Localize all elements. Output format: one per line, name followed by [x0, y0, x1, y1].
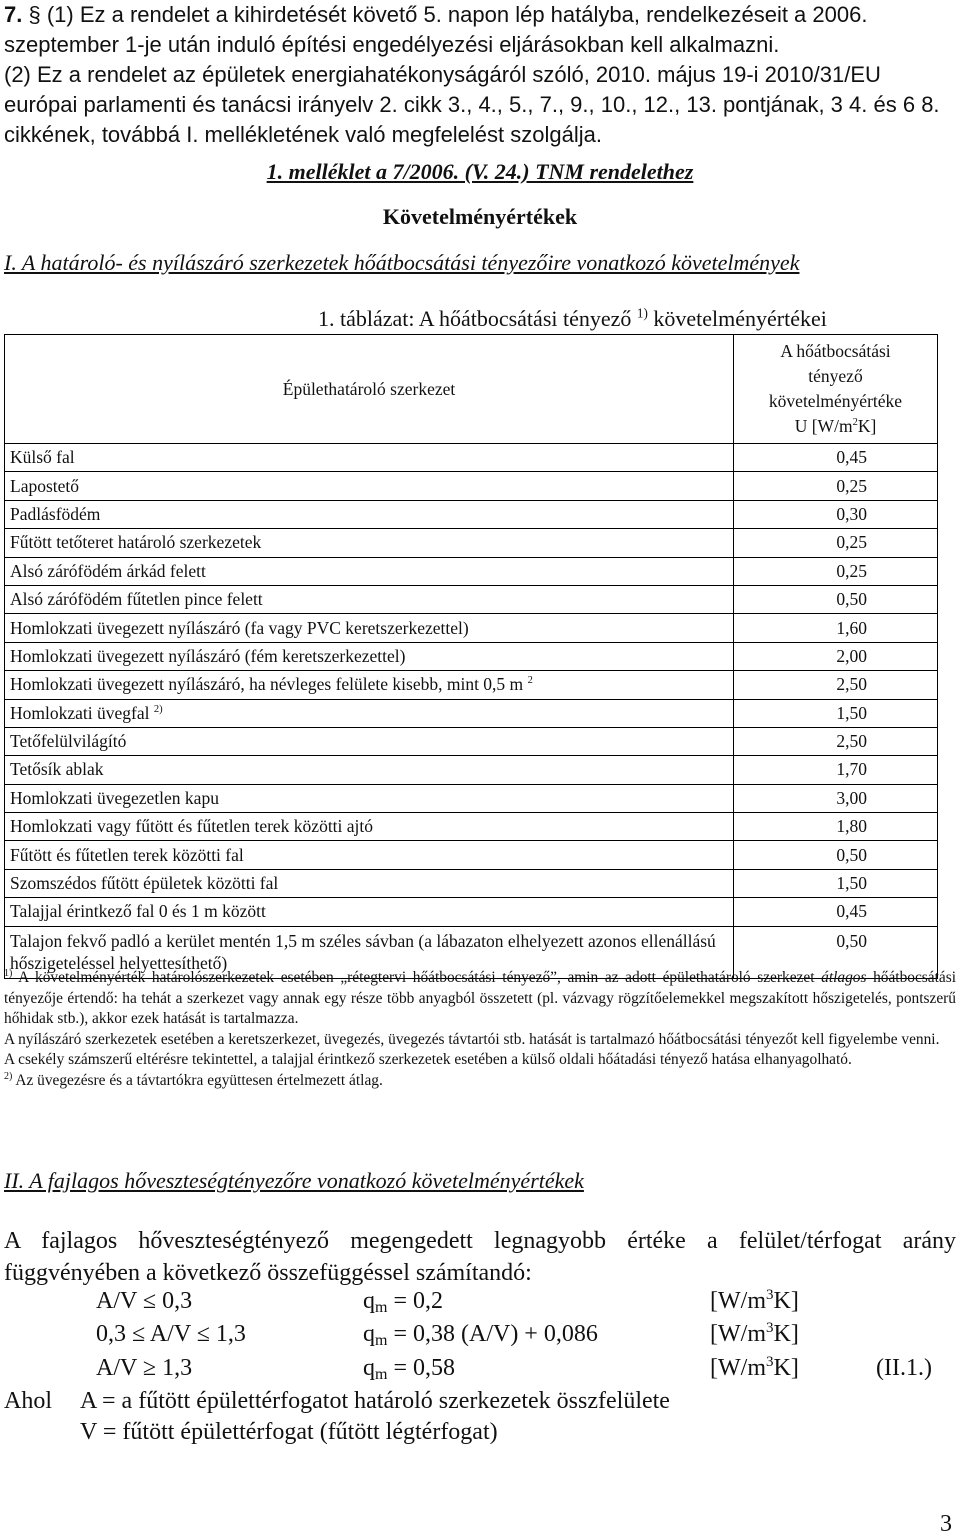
table-row: [5, 841, 938, 869]
table-row: [5, 784, 938, 812]
structure-label: Homlokzati üvegezett nyílászáró (fém keretszerkezettel): [10, 645, 406, 666]
formula-unit-sup: 3: [765, 1354, 774, 1370]
section-7-para-1: [4, 0, 956, 60]
table-row: [5, 699, 938, 727]
table-row: [5, 869, 938, 897]
table-row: [5, 472, 938, 500]
table-cell-value: 0,25: [734, 529, 938, 557]
structure-label-sup: 2: [527, 675, 533, 687]
table-cell-structure: [5, 642, 734, 670]
table-row: [5, 898, 938, 926]
formula-expression: [363, 1288, 443, 1317]
table-cell-value: 2,50: [734, 671, 938, 699]
table-row: [5, 585, 938, 613]
footnote-1-italic: átlagos: [821, 969, 867, 986]
formula-rhs: = 0,58: [387, 1355, 455, 1381]
table-row: [5, 614, 938, 642]
table-cell-structure: [5, 557, 734, 585]
section-title: Követelményértékek: [382, 204, 578, 229]
table-body: [5, 444, 938, 979]
structure-label: Tetősík ablak: [10, 759, 104, 780]
table-cell-value: 1,80: [734, 813, 938, 841]
table-cell-structure: [5, 898, 734, 926]
section-7-para-1-text: § (1) Ez a rendelet a kihirdetését követő 5. napon lép hatályba, rendelkezéseit a 2006. szeptember 1-je után induló építési engedélyezési eljárásokban kell alkalmazni.: [4, 2, 868, 57]
footnote-1: [4, 968, 956, 1030]
footnote-1-mark: 1): [4, 967, 13, 979]
table-row: [5, 642, 938, 670]
table-cell-structure: [5, 841, 734, 869]
table-caption-prefix: 1. táblázat: A hőátbocsátási tényező: [318, 306, 632, 331]
table-cell-structure: [5, 529, 734, 557]
footnote-1-text-a: A követelményérték határolószerkezetek esetében „rétegtervi hőátbocsátási tényező”, amin az adott épülethatároló szerkezet: [12, 969, 822, 986]
formula-unit: [710, 1321, 799, 1348]
structure-label: Külső fal: [10, 447, 75, 468]
footnote-1-para-2: A nyílászáró szerkezetek esetében a keretszerkezet, üvegezés, üvegezés távtartói stb. hatását is tartalmazó hőátbocsátási tényezőt kell figyelembe venni.: [4, 1030, 940, 1048]
formula-unit-text: [W/m: [710, 1321, 766, 1347]
table-cell-value: 0,50: [734, 841, 938, 869]
formula-unit-text: [W/m: [710, 1288, 766, 1314]
table-row: [5, 500, 938, 528]
section-7-para-2: (2) Ez a rendelet az épületek energiahatékonyságáról szóló, 2010. május 19-i 2010/31/EU európai parlamenti és tanácsi irányelv 2. cikk 3., 4., 5., 7., 9., 10., 12., 13. pontjának, 3 4. és 6 8. cikkének, továbbá I. mellékletének való megfelelést szolgálja.: [4, 62, 940, 147]
table-header-value-unit: [738, 414, 933, 439]
formula-q-sub: m: [375, 1366, 388, 1383]
formula-expression: [363, 1355, 455, 1384]
table-cell-structure: [5, 727, 734, 755]
table-cell-structure: [5, 614, 734, 642]
equation-label: (II.1.): [876, 1355, 932, 1381]
table-cell-value: 1,50: [734, 869, 938, 897]
table-caption: [318, 306, 827, 332]
table-cell-value: 2,50: [734, 727, 938, 755]
footnotes: [4, 968, 956, 1092]
formula-rhs: = 0,38 (A/V) + 0,086: [387, 1321, 598, 1347]
table-cell-value: 1,70: [734, 756, 938, 784]
formula-condition: A/V ≥ 1,3: [96, 1355, 193, 1381]
definitions-label: Ahol: [4, 1388, 52, 1414]
table-header-structure: Épülethatároló szerkezet: [5, 335, 734, 444]
table-row: [5, 813, 938, 841]
table-cell-structure: [5, 699, 734, 727]
formula-unit-end: K]: [773, 1321, 799, 1347]
heading-2: II. A fajlagos hőveszteségtényezőre vonatkozó követelményértékek: [4, 1168, 584, 1193]
formula-unit-text: [W/m: [710, 1355, 766, 1381]
formula-condition: A/V ≤ 0,3: [96, 1288, 193, 1314]
structure-label: Tetőfelülvilágító: [10, 731, 127, 752]
definition-v: V = fűtött épülettérfogat (fűtött légtérfogat): [80, 1419, 498, 1445]
formula-condition: 0,3 ≤ A/V ≤ 1,3: [96, 1321, 246, 1347]
footnote-1-para-3: A csekély számszerű eltérésre tekintettel, a talajjal érintkező szerkezetek esetében a külső oldali hőátadási tényező hatása elhanyagolható.: [4, 1051, 852, 1069]
table-cell-value: 1,60: [734, 614, 938, 642]
structure-label: Talajjal érintkező fal 0 és 1 m között: [10, 901, 266, 922]
structure-label: Homlokzati üvegezetlen kapu: [10, 787, 219, 808]
formula-q-sub: m: [375, 1299, 388, 1316]
table-row: [5, 557, 938, 585]
table-header-value-line2: tényező: [808, 366, 863, 386]
formula-unit-end: K]: [773, 1355, 799, 1381]
definition-a: A = a fűtött épülettérfogatot határoló szerkezetek összfelülete: [80, 1388, 670, 1414]
table-cell-value: 3,00: [734, 784, 938, 812]
requirements-table: [4, 334, 938, 979]
table-cell-structure: [5, 671, 734, 699]
table-header-value-line1: A hőátbocsátási: [780, 341, 891, 361]
structure-label: Lapostető: [10, 475, 80, 496]
structure-label: Padlásfödém: [10, 503, 101, 524]
table-header-unit-text: U [W/m: [794, 416, 853, 436]
table-row: [5, 444, 938, 472]
structure-label: Homlokzati üvegezett nyílászáró (fa vagy PVC keretszerkezettel): [10, 617, 469, 638]
formula-unit: [710, 1355, 799, 1382]
structure-label: Fűtött és fűtetlen terek közötti fal: [10, 844, 244, 865]
table-caption-suffix: követelményértékei: [647, 306, 827, 331]
table-cell-value: 0,50: [734, 926, 938, 978]
table-header-value-line3: követelményértéke: [768, 391, 903, 411]
table-caption-sup: 1): [636, 305, 648, 321]
table-cell-value: 0,30: [734, 500, 938, 528]
formula-unit-sup: 3: [765, 1320, 774, 1336]
formula-expression: [363, 1321, 598, 1350]
table-row: [5, 756, 938, 784]
table-row: [5, 671, 938, 699]
formula-q: q: [363, 1355, 375, 1381]
table-cell-structure: [5, 784, 734, 812]
table-cell-structure: [5, 813, 734, 841]
table-cell-structure: [5, 444, 734, 472]
structure-label: Homlokzati üvegezett nyílászáró, ha névleges felülete kisebb, mint 0,5 m: [10, 674, 524, 695]
structure-label: Talajon fekvő padló a kerület mentén 1,5 m széles sávban (a lábazaton elhelyezett azonos ellenállású hőszigeteléssel helyettesíthető): [10, 930, 716, 973]
formula-q: q: [363, 1321, 375, 1347]
structure-label: Homlokzati vagy fűtött és fűtetlen terek közötti ajtó: [10, 816, 374, 837]
table-cell-value: 1,50: [734, 699, 938, 727]
formula-rhs: = 0,2: [387, 1288, 443, 1314]
table-header-unit-end: K]: [857, 416, 877, 436]
structure-label: Szomszédos fűtött épületek közötti fal: [10, 873, 279, 894]
table-cell-structure: [5, 472, 734, 500]
table-cell-structure: [5, 585, 734, 613]
page-number: 3: [940, 1511, 952, 1537]
footnote-1-text-b: hőátbocsátási tényezője értendő: ha tehát a szerkezet vagy annak egy része több anyagból összetett (pl. vázvagy rögzítőelemekkel megszakított hőszigetelés, pontszerű hőhidak stb.), akkor ezek hatását is tartalmazza.: [4, 969, 956, 1028]
table-row: [5, 529, 938, 557]
intro-paragraph: [4, 1225, 956, 1289]
table-cell-structure: [5, 500, 734, 528]
structure-label: Alsó zárófödém fűtetlen pince felett: [10, 589, 263, 610]
table-header-unit-sup: 2: [852, 417, 858, 429]
table-cell-value: 2,00: [734, 642, 938, 670]
table-header-value: [734, 335, 938, 444]
formula-q: q: [363, 1288, 375, 1314]
table-header-row: [5, 335, 938, 444]
structure-label: Alsó zárófödém árkád felett: [10, 560, 206, 581]
formula-unit: [710, 1288, 799, 1315]
footnote-2: [4, 1071, 956, 1092]
table-row: [5, 727, 938, 755]
section-7: [4, 0, 956, 150]
section-7-number: 7.: [4, 2, 23, 27]
table-cell-value: 0,25: [734, 472, 938, 500]
footnote-2-mark: 2): [4, 1070, 13, 1082]
table-cell-value: 0,25: [734, 557, 938, 585]
annex-title: 1. melléklet a 7/2006. (V. 24.) TNM rendelethez: [266, 159, 694, 184]
footnote-2-text: Az üvegezésre és a távtartókra együttesen értelmezett átlag.: [12, 1071, 383, 1089]
table-cell-structure: [5, 869, 734, 897]
structure-label-sup: 2): [153, 703, 163, 715]
formula-q-sub: m: [375, 1332, 388, 1349]
formula-unit-sup: 3: [765, 1287, 774, 1303]
table-cell-value: 0,45: [734, 444, 938, 472]
structure-label: Homlokzati üvegfal: [10, 702, 150, 723]
heading-1: I. A határoló- és nyílászáró szerkezetek hőátbocsátási tényezőire vonatkozó követelmények: [4, 250, 800, 275]
table-cell-structure: [5, 756, 734, 784]
table-cell-value: 0,45: [734, 898, 938, 926]
intro-text: A fajlagos hőveszteségtényező megengedett legnagyobb értéke a felület/térfogat arány függvényében a következő összefüggéssel számítandó:: [4, 1228, 956, 1286]
structure-label: Fűtött tetőteret határoló szerkezetek: [10, 532, 262, 553]
table-cell-value: 0,50: [734, 585, 938, 613]
formula-unit-end: K]: [773, 1288, 799, 1314]
